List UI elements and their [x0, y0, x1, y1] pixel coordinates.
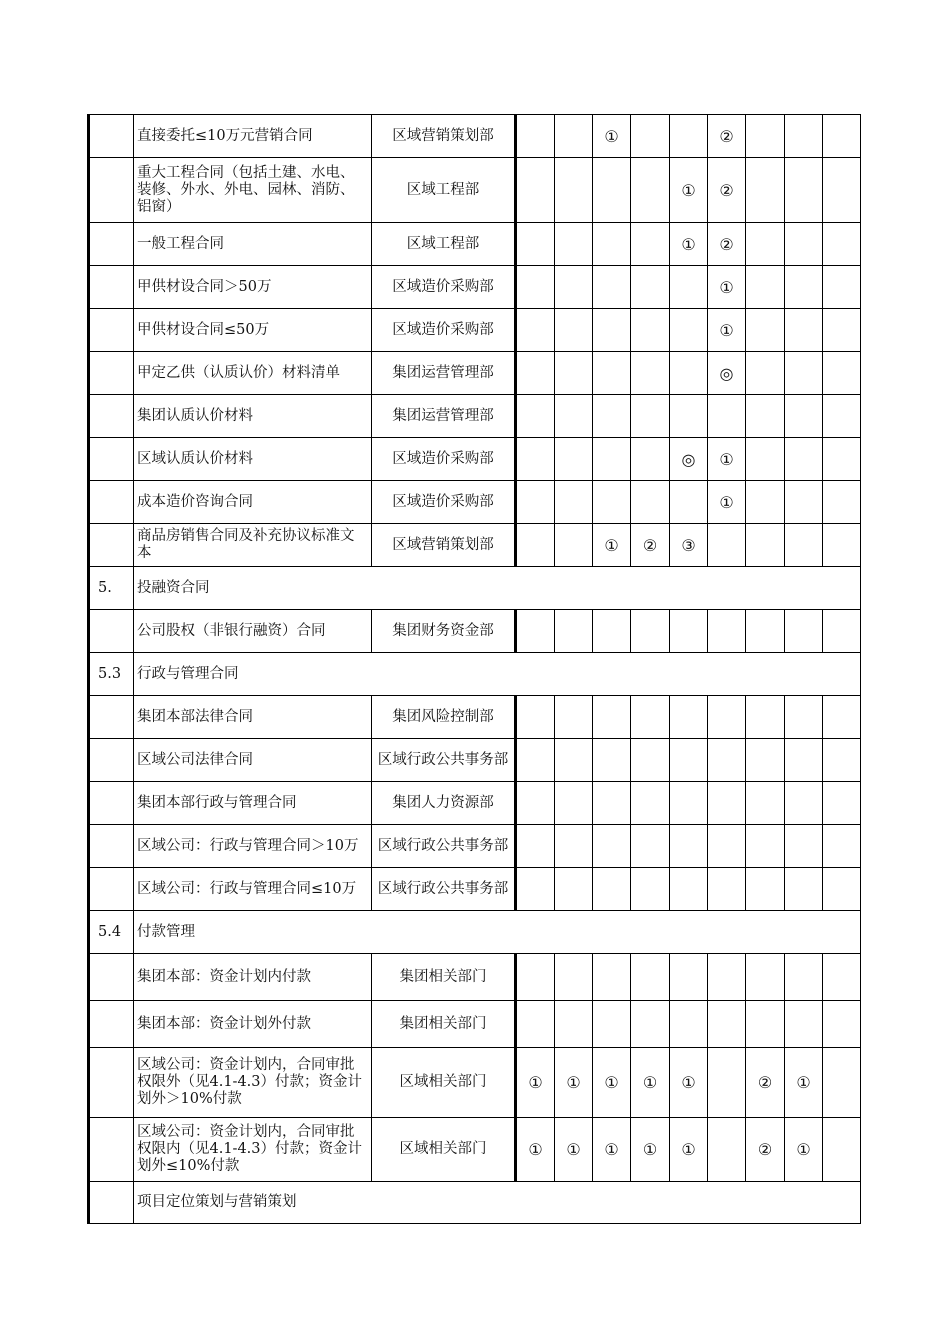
approval-mark-cell [746, 158, 785, 223]
responsible-department: 区域相关部门 [372, 1048, 516, 1118]
item-name: 区域公司：资金计划内，合同审批权限内（见4.1-4.3）付款；资金计划外≤10%付款 [134, 1118, 372, 1182]
approval-mark-cell [555, 115, 593, 158]
approval-mark-cell [516, 739, 555, 782]
approval-mark-cell: ① [516, 1048, 555, 1118]
approval-mark-cell [670, 782, 708, 825]
section-number: 5.3 [89, 653, 134, 696]
approval-mark-cell [670, 696, 708, 739]
item-name: 甲供材设合同＞50万 [134, 266, 372, 309]
section-row [89, 911, 861, 954]
approval-mark-cell [516, 352, 555, 395]
item-name: 公司股权（非银行融资）合同 [134, 610, 372, 653]
authorization-matrix-table [87, 114, 861, 1224]
approval-mark-cell [516, 954, 555, 1001]
approval-mark-cell [516, 825, 555, 868]
approval-mark-cell [708, 825, 746, 868]
approval-mark-cell [708, 1001, 746, 1048]
approval-mark-cell [516, 158, 555, 223]
section-number [89, 868, 134, 911]
approval-mark-cell [823, 739, 861, 782]
section-number [89, 266, 134, 309]
approval-mark-cell [631, 223, 670, 266]
item-name: 集团本部：资金计划内付款 [134, 954, 372, 1001]
section-number: 5. [89, 567, 134, 610]
item-name: 区域公司：资金计划内，合同审批权限外（见4.1-4.3）付款；资金计划外＞10%付款 [134, 1048, 372, 1118]
approval-mark-cell [593, 825, 631, 868]
approval-mark-cell [785, 782, 823, 825]
approval-mark-cell [746, 524, 785, 567]
approval-mark-cell [670, 825, 708, 868]
approval-mark-cell [823, 266, 861, 309]
approval-mark-cell [631, 395, 670, 438]
approval-mark-cell [670, 481, 708, 524]
approval-mark-cell [555, 352, 593, 395]
approval-mark-cell: ① [670, 1048, 708, 1118]
approval-mark-cell [670, 868, 708, 911]
approval-mark-cell [631, 481, 670, 524]
approval-mark-cell [708, 1048, 746, 1118]
approval-mark-cell [631, 438, 670, 481]
section-number [89, 610, 134, 653]
item-name: 集团本部：资金计划外付款 [134, 1001, 372, 1048]
approval-mark-cell: ③ [670, 524, 708, 567]
approval-mark-cell [708, 782, 746, 825]
approval-mark-cell [708, 954, 746, 1001]
approval-mark-cell [593, 438, 631, 481]
item-name: 直接委托≤10万元营销合同 [134, 115, 372, 158]
approval-mark-cell [746, 481, 785, 524]
table-row [89, 1001, 861, 1048]
approval-mark-cell [631, 782, 670, 825]
item-name: 区域公司：行政与管理合同＞10万 [134, 825, 372, 868]
approval-mark-cell [670, 115, 708, 158]
table-row [89, 266, 861, 309]
responsible-department: 区域营销策划部 [372, 115, 516, 158]
responsible-department: 集团财务资金部 [372, 610, 516, 653]
approval-mark-cell [746, 309, 785, 352]
section-number [89, 438, 134, 481]
approval-mark-cell [670, 309, 708, 352]
approval-mark-cell [746, 782, 785, 825]
responsible-department: 区域行政公共事务部 [372, 825, 516, 868]
section-number [89, 739, 134, 782]
approval-mark-cell [708, 395, 746, 438]
approval-mark-cell [516, 266, 555, 309]
responsible-department: 区域造价采购部 [372, 481, 516, 524]
approval-mark-cell [631, 954, 670, 1001]
approval-mark-cell [555, 825, 593, 868]
table-row [89, 1118, 861, 1182]
approval-mark-cell: ② [708, 223, 746, 266]
responsible-department: 集团运营管理部 [372, 352, 516, 395]
section-title: 投融资合同 [134, 567, 861, 610]
approval-mark-cell: ① [593, 1048, 631, 1118]
approval-mark-cell [516, 395, 555, 438]
section-number [89, 782, 134, 825]
approval-mark-cell [555, 696, 593, 739]
approval-mark-cell [670, 739, 708, 782]
approval-mark-cell [823, 223, 861, 266]
approval-mark-cell [785, 481, 823, 524]
responsible-department: 集团运营管理部 [372, 395, 516, 438]
approval-mark-cell [746, 1001, 785, 1048]
approval-mark-cell [670, 352, 708, 395]
section-number [89, 481, 134, 524]
approval-mark-cell [555, 1001, 593, 1048]
section-number [89, 1118, 134, 1182]
approval-mark-cell [555, 524, 593, 567]
responsible-department: 区域造价采购部 [372, 309, 516, 352]
approval-mark-cell [708, 739, 746, 782]
table-row [89, 610, 861, 653]
approval-mark-cell [555, 739, 593, 782]
approval-mark-cell [516, 782, 555, 825]
responsible-department: 集团风险控制部 [372, 696, 516, 739]
item-name: 甲定乙供（认质认价）材料清单 [134, 352, 372, 395]
table-row [89, 524, 861, 567]
section-number [89, 395, 134, 438]
approval-mark-cell [785, 954, 823, 1001]
approval-mark-cell: ② [708, 158, 746, 223]
approval-mark-cell [670, 954, 708, 1001]
table-row [89, 696, 861, 739]
approval-mark-cell [746, 223, 785, 266]
item-name: 集团本部行政与管理合同 [134, 782, 372, 825]
approval-mark-cell [823, 158, 861, 223]
approval-mark-cell [823, 395, 861, 438]
approval-mark-cell [593, 395, 631, 438]
approval-mark-cell [746, 438, 785, 481]
table-row [89, 868, 861, 911]
approval-mark-cell [785, 696, 823, 739]
approval-mark-cell [593, 782, 631, 825]
approval-mark-cell [785, 1001, 823, 1048]
approval-mark-cell [785, 266, 823, 309]
approval-mark-cell [823, 1001, 861, 1048]
section-number [89, 309, 134, 352]
approval-mark-cell: ① [670, 158, 708, 223]
section-title: 项目定位策划与营销策划 [134, 1182, 861, 1224]
table-body [89, 115, 861, 1224]
approval-mark-cell [516, 115, 555, 158]
approval-mark-cell: ◎ [708, 352, 746, 395]
approval-mark-cell [593, 696, 631, 739]
approval-mark-cell [785, 438, 823, 481]
approval-mark-cell [785, 115, 823, 158]
approval-mark-cell [823, 1048, 861, 1118]
approval-mark-cell: ① [708, 266, 746, 309]
item-name: 区域公司法律合同 [134, 739, 372, 782]
approval-mark-cell: ① [670, 1118, 708, 1182]
approval-mark-cell [516, 481, 555, 524]
section-number [89, 115, 134, 158]
approval-mark-cell [516, 868, 555, 911]
table-row [89, 782, 861, 825]
approval-mark-cell [708, 524, 746, 567]
approval-mark-cell [746, 954, 785, 1001]
approval-mark-cell [555, 309, 593, 352]
approval-mark-cell [631, 266, 670, 309]
approval-mark-cell [746, 352, 785, 395]
section-number [89, 524, 134, 567]
approval-mark-cell [746, 266, 785, 309]
approval-mark-cell [670, 395, 708, 438]
approval-mark-cell [631, 739, 670, 782]
approval-mark-cell [823, 782, 861, 825]
table-row [89, 309, 861, 352]
table-row [89, 158, 861, 223]
approval-mark-cell [823, 610, 861, 653]
approval-mark-cell: ① [555, 1118, 593, 1182]
section-number: 5.4 [89, 911, 134, 954]
responsible-department: 集团相关部门 [372, 1001, 516, 1048]
approval-mark-cell: ① [708, 309, 746, 352]
approval-mark-cell [593, 352, 631, 395]
approval-mark-cell [631, 352, 670, 395]
approval-mark-cell [785, 825, 823, 868]
approval-mark-cell: ① [785, 1048, 823, 1118]
section-title: 付款管理 [134, 911, 861, 954]
approval-mark-cell [785, 395, 823, 438]
section-number [89, 158, 134, 223]
section-row [89, 1182, 861, 1224]
approval-mark-cell [593, 610, 631, 653]
approval-mark-cell [670, 610, 708, 653]
responsible-department: 区域行政公共事务部 [372, 868, 516, 911]
item-name: 商品房销售合同及补充协议标准文本 [134, 524, 372, 567]
item-name: 甲供材设合同≤50万 [134, 309, 372, 352]
approval-mark-cell [746, 739, 785, 782]
approval-mark-cell [516, 696, 555, 739]
approval-mark-cell [555, 954, 593, 1001]
approval-mark-cell [823, 825, 861, 868]
approval-mark-cell [516, 223, 555, 266]
approval-mark-cell: ① [555, 1048, 593, 1118]
approval-mark-cell: ① [593, 524, 631, 567]
item-name: 一般工程合同 [134, 223, 372, 266]
section-row [89, 567, 861, 610]
table-row [89, 395, 861, 438]
section-number [89, 825, 134, 868]
table-row [89, 954, 861, 1001]
approval-mark-cell: ① [631, 1118, 670, 1182]
approval-mark-cell [823, 1118, 861, 1182]
approval-mark-cell [785, 868, 823, 911]
responsible-department: 区域造价采购部 [372, 266, 516, 309]
table-row [89, 438, 861, 481]
approval-mark-cell [555, 481, 593, 524]
approval-mark-cell [785, 223, 823, 266]
approval-mark-cell [746, 825, 785, 868]
approval-mark-cell [593, 954, 631, 1001]
approval-mark-cell: ② [746, 1048, 785, 1118]
approval-mark-cell [746, 868, 785, 911]
section-title: 行政与管理合同 [134, 653, 861, 696]
table-row [89, 739, 861, 782]
approval-mark-cell [823, 868, 861, 911]
approval-mark-cell [631, 696, 670, 739]
approval-mark-cell [708, 696, 746, 739]
table-row [89, 115, 861, 158]
approval-mark-cell: ① [631, 1048, 670, 1118]
approval-mark-cell [631, 309, 670, 352]
approval-mark-cell [785, 739, 823, 782]
approval-mark-cell [516, 438, 555, 481]
table-row [89, 223, 861, 266]
approval-mark-cell: ② [631, 524, 670, 567]
table-row [89, 825, 861, 868]
approval-mark-cell [593, 739, 631, 782]
approval-mark-cell [593, 223, 631, 266]
responsible-department: 区域营销策划部 [372, 524, 516, 567]
approval-mark-cell [555, 395, 593, 438]
approval-mark-cell: ① [785, 1118, 823, 1182]
approval-mark-cell [746, 696, 785, 739]
approval-mark-cell [785, 158, 823, 223]
approval-mark-cell [516, 309, 555, 352]
approval-mark-cell: ② [708, 115, 746, 158]
approval-mark-cell [631, 868, 670, 911]
responsible-department: 区域造价采购部 [372, 438, 516, 481]
approval-mark-cell [631, 1001, 670, 1048]
item-name: 区域公司：行政与管理合同≤10万 [134, 868, 372, 911]
approval-mark-cell [631, 610, 670, 653]
responsible-department: 区域工程部 [372, 223, 516, 266]
approval-mark-cell [670, 1001, 708, 1048]
approval-mark-cell [555, 610, 593, 653]
section-number [89, 223, 134, 266]
section-row [89, 653, 861, 696]
section-number [89, 1182, 134, 1224]
approval-mark-cell [593, 1001, 631, 1048]
approval-mark-cell [670, 266, 708, 309]
approval-mark-cell [555, 158, 593, 223]
item-name: 成本造价咨询合同 [134, 481, 372, 524]
responsible-department: 区域行政公共事务部 [372, 739, 516, 782]
approval-mark-cell: ① [708, 481, 746, 524]
item-name: 集团认质认价材料 [134, 395, 372, 438]
approval-mark-cell [708, 868, 746, 911]
approval-mark-cell [746, 115, 785, 158]
approval-mark-cell [708, 610, 746, 653]
approval-mark-cell: ◎ [670, 438, 708, 481]
approval-mark-cell [746, 395, 785, 438]
approval-mark-cell [593, 868, 631, 911]
approval-mark-cell: ② [746, 1118, 785, 1182]
approval-mark-cell [823, 954, 861, 1001]
responsible-department: 区域工程部 [372, 158, 516, 223]
approval-mark-cell [823, 524, 861, 567]
item-name: 集团本部法律合同 [134, 696, 372, 739]
approval-mark-cell [785, 352, 823, 395]
responsible-department: 集团人力资源部 [372, 782, 516, 825]
approval-mark-cell [823, 352, 861, 395]
approval-mark-cell: ① [593, 1118, 631, 1182]
approval-mark-cell [593, 266, 631, 309]
responsible-department: 集团相关部门 [372, 954, 516, 1001]
approval-mark-cell [785, 309, 823, 352]
section-number [89, 1048, 134, 1118]
section-number [89, 954, 134, 1001]
responsible-department: 区域相关部门 [372, 1118, 516, 1182]
approval-mark-cell [746, 610, 785, 653]
item-name: 重大工程合同（包括土建、水电、装修、外水、外电、园林、消防、铝窗） [134, 158, 372, 223]
approval-mark-cell [555, 782, 593, 825]
approval-mark-cell [631, 115, 670, 158]
approval-mark-cell: ① [670, 223, 708, 266]
approval-mark-cell [785, 524, 823, 567]
approval-mark-cell [708, 1118, 746, 1182]
item-name: 区域认质认价材料 [134, 438, 372, 481]
approval-mark-cell [593, 481, 631, 524]
approval-mark-cell: ① [516, 1118, 555, 1182]
approval-mark-cell [555, 438, 593, 481]
approval-mark-cell [823, 115, 861, 158]
approval-mark-cell [631, 158, 670, 223]
section-number [89, 696, 134, 739]
approval-mark-cell [555, 223, 593, 266]
table-row [89, 352, 861, 395]
table-row [89, 481, 861, 524]
approval-mark-cell [593, 309, 631, 352]
table-row [89, 1048, 861, 1118]
approval-mark-cell [516, 610, 555, 653]
approval-mark-cell [823, 696, 861, 739]
approval-mark-cell [785, 610, 823, 653]
approval-mark-cell [823, 309, 861, 352]
section-number [89, 1001, 134, 1048]
approval-mark-cell [555, 266, 593, 309]
approval-mark-cell [823, 481, 861, 524]
approval-mark-cell [516, 524, 555, 567]
approval-mark-cell [631, 825, 670, 868]
approval-mark-cell [555, 868, 593, 911]
approval-mark-cell [593, 158, 631, 223]
approval-mark-cell: ① [708, 438, 746, 481]
approval-mark-cell [516, 1001, 555, 1048]
section-number [89, 352, 134, 395]
approval-mark-cell [823, 438, 861, 481]
approval-mark-cell: ① [593, 115, 631, 158]
